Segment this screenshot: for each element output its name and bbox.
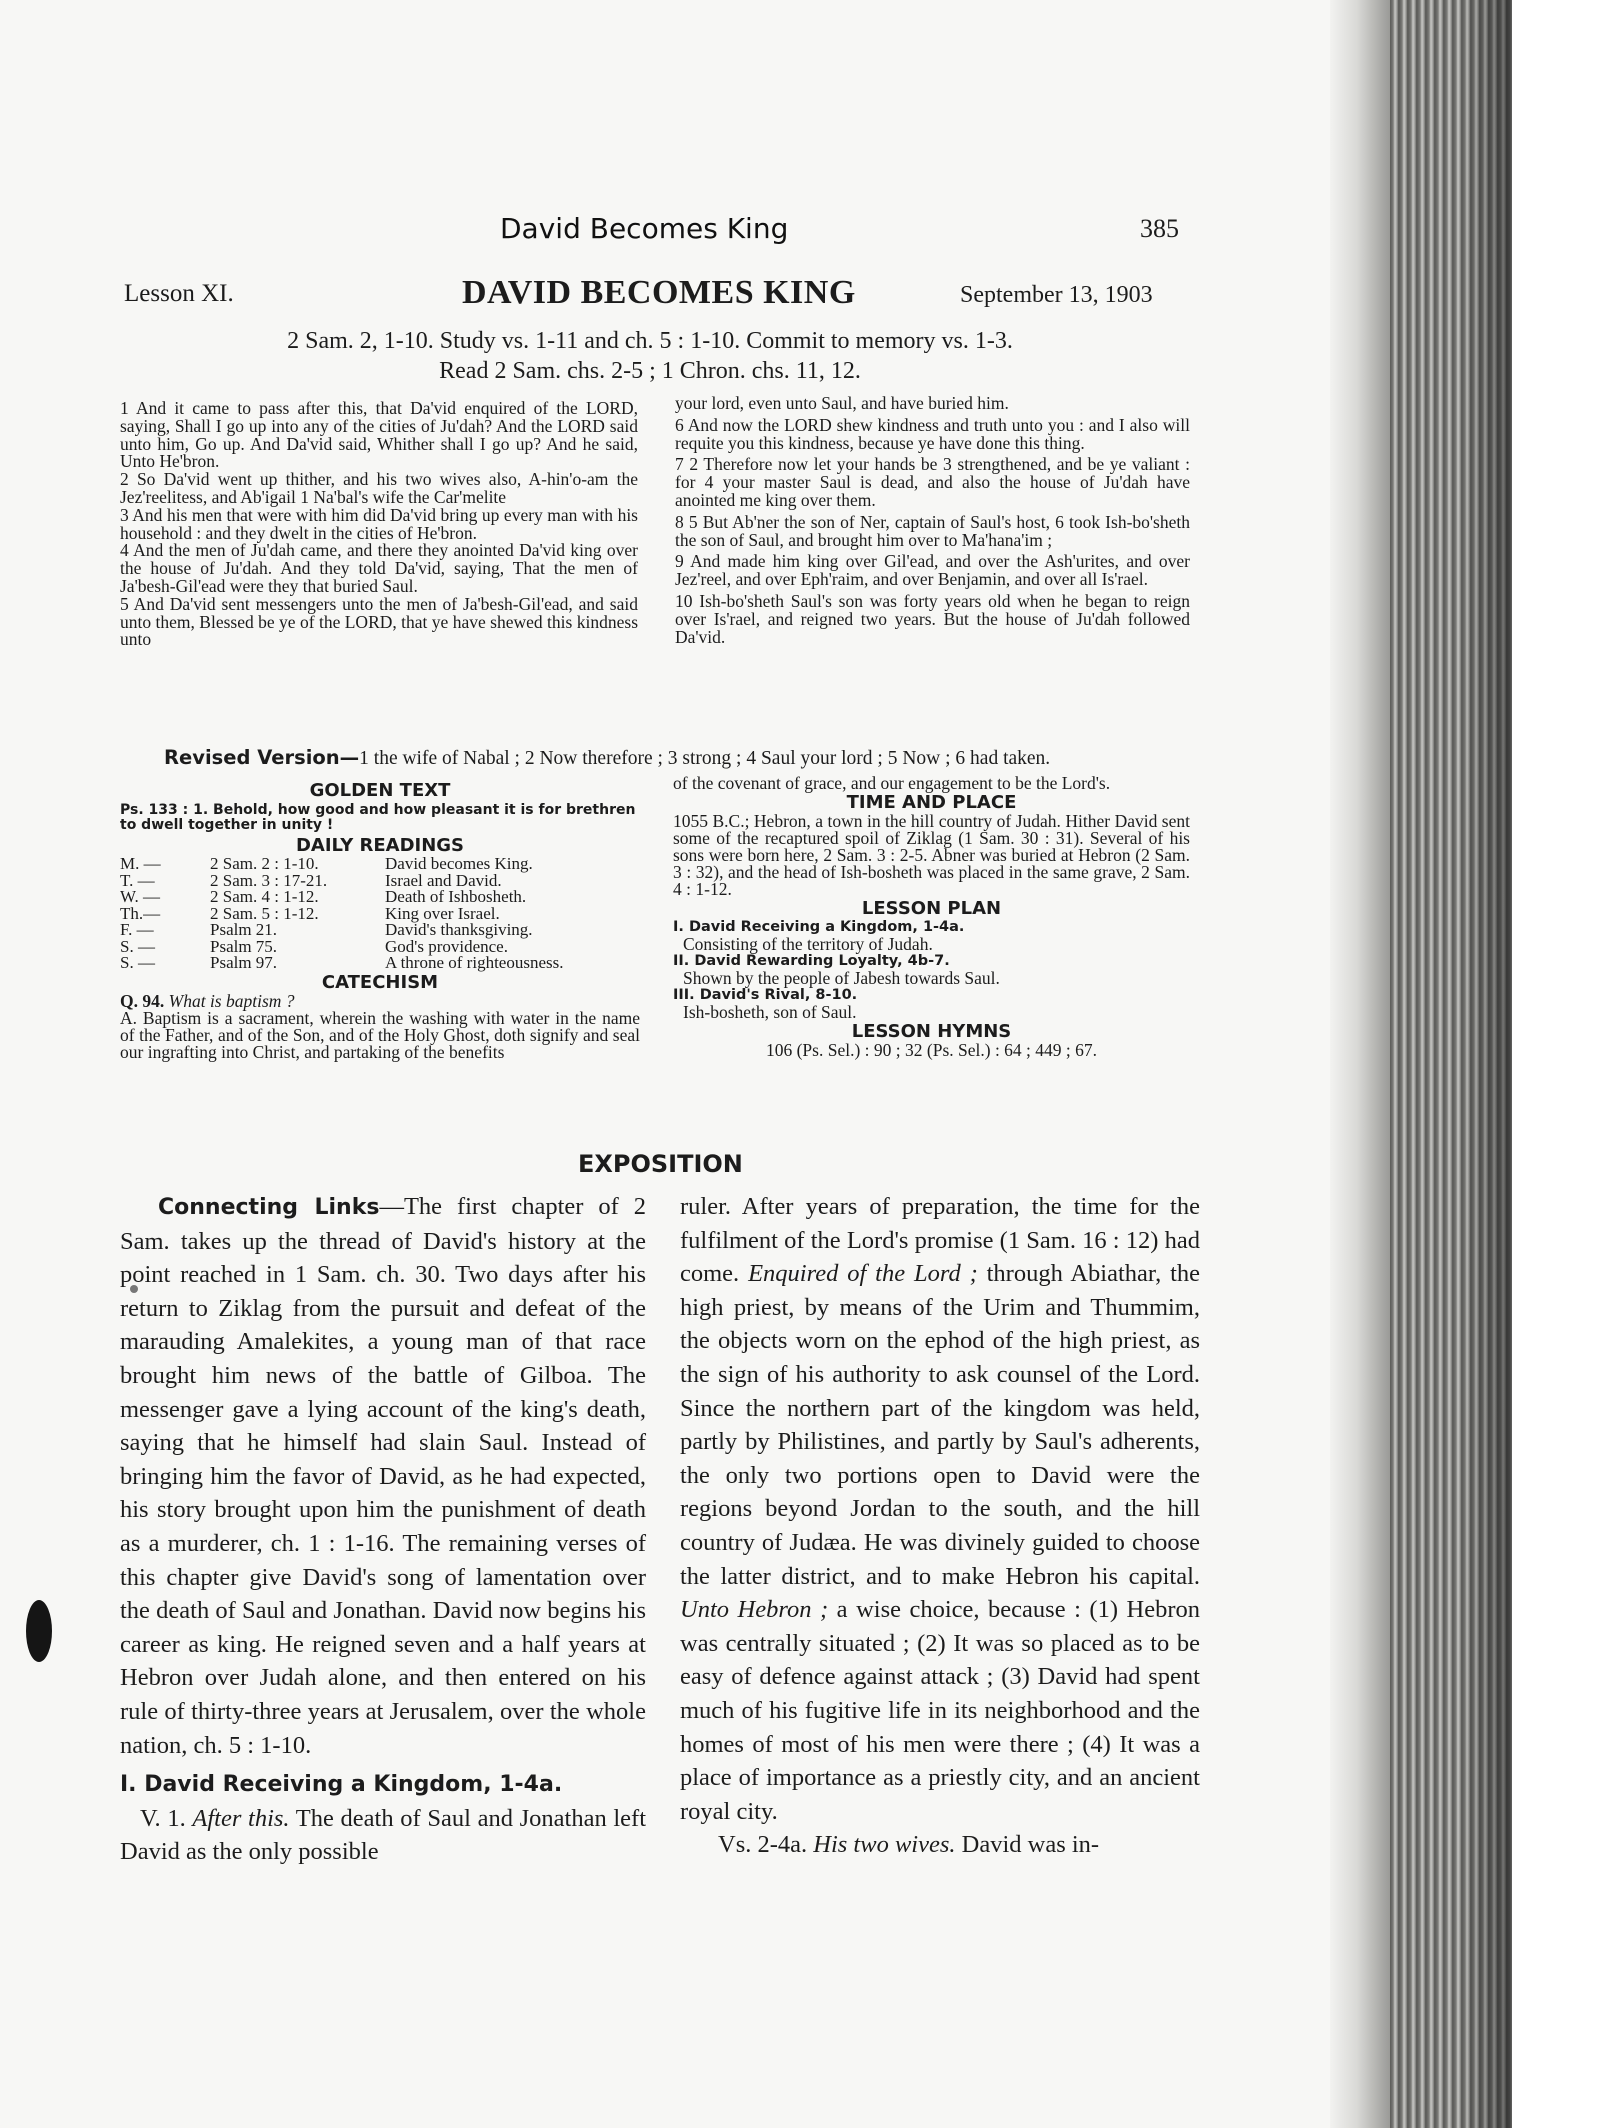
- reading-day: F. —: [120, 920, 154, 939]
- time-place-heading: TIME AND PLACE: [846, 792, 1017, 813]
- lesson-plan-heading: LESSON PLAN: [861, 898, 1002, 919]
- lesson-plan-item: II. David Rewarding Loyalty, 4b-7.: [673, 953, 950, 969]
- reading-ref: Psalm 75.: [210, 936, 278, 956]
- commentary-text: ruler. After years of preparation, the time for the fulfilment of the Lord's promise (1 Sam. 16 : 12) had come.: [680, 1193, 1200, 1288]
- scripture-verse: 6 And now the LORD shew kindness and truth unto you : and I also will requite you this kindness, because ye have done this thing.: [675, 414, 1190, 453]
- reading-ref: 2 Sam. 2 : 1-10.: [210, 854, 319, 873]
- exposition-right-column: [680, 1190, 1200, 1862]
- lesson-plan-item: I. David Receiving a Kingdom, 1-4a.: [673, 919, 965, 935]
- left-helps-column: [120, 780, 640, 1061]
- revised-version-note: [164, 746, 1050, 770]
- page-number: 385: [1140, 214, 1179, 243]
- revised-version-text: 1 the wife of Nabal ; 2 Now therefore ; 3 strong ; 4 Saul your lord ; 5 Now ; 6 had taken.: [359, 748, 1051, 769]
- scripture-verse: 3 And his men that were with him did Da'vid bring up every man with his household : and they dwelt in the cities of He'bron.: [120, 504, 638, 543]
- scripture-verse: 4 And the men of Ju'dah came, and there they anointed Da'vid king over the house of Ju'dah. And they told Da'vid, saying, That the men of Ja'besh-Gil'ead were they that buried Saul.: [120, 540, 638, 596]
- scripture-verse: 7 2 Therefore now let your hands be 3 strengthened, and be ye valiant : for 4 your master Saul is dead, and also the house of Ju'dah have anointed me king over them.: [675, 454, 1190, 510]
- exposition-left-column: [120, 1190, 646, 1869]
- time-place-text: 1055 B.C.; Hebron, a town in the hill country of Judah. Hither David sent some of the recaptured spoil of Ziklag (1 Sam. 30 : 31). Several of his sons were born here, 2 Sam. 3 : 2-5. Abner was buried at Hebron (2 Sam. 3 : 32), and the head of Ish-bosheth was placed in the same grave, 2 Sam. 4 : 1-12.: [673, 811, 1190, 899]
- golden-text: Ps. 133 : 1. Behold, how good and how pleasant it is for brethren to dwell together in unity !: [120, 802, 636, 833]
- punch-hole: [26, 1600, 52, 1662]
- verse-commentary: The death of Saul and Jonathan left David as the only possible: [120, 1804, 647, 1866]
- right-helps-column: [673, 775, 1190, 1059]
- lesson-plan-item: III. David's Rival, 8-10.: [673, 987, 858, 1003]
- verse-phrase: After this.: [192, 1804, 290, 1832]
- exposition-paragraph: [680, 1190, 1200, 1828]
- reading-day: S. —: [120, 953, 155, 972]
- reading-ref: Psalm 21.: [210, 920, 278, 939]
- reading-row: [120, 856, 640, 873]
- scripture-verse: 10 Ish-bo'sheth Saul's son was forty years old when he began to reign over Is'rael, and reigned two years. But the house of Ju'dah followed Da'vid.: [675, 590, 1190, 647]
- lesson-title: DAVID BECOMES KING: [462, 274, 856, 311]
- reading-title: King over Israel.: [385, 903, 500, 923]
- catechism-answer-continued: of the covenant of grace, and our engagement to be the Lord's.: [673, 773, 1111, 793]
- scan-margin: [1512, 0, 1608, 2128]
- reading-ref: 2 Sam. 4 : 1-12.: [210, 887, 319, 906]
- reading-day: Th.—: [120, 903, 161, 923]
- lesson-plan-subitem: Consisting of the territory of Judah.: [683, 934, 933, 954]
- reading-reference: Read 2 Sam. chs. 2-5 ; 1 Chron. chs. 11, 12.: [439, 358, 861, 384]
- scripture-reference: 2 Sam. 2, 1-10. Study vs. 1-11 and ch. 5 : 1-10. Commit to memory vs. 1-3.: [287, 328, 1013, 354]
- lesson-label: Lesson XI.: [124, 280, 234, 307]
- scripture-verse: 1 And it came to pass after this, that Da'vid enquired of the LORD, saying, Shall I go up into any of the cities of Ju'dah? And the LORD said unto him, Go up. And Da'vid said, Whither shall I go up? And he said, Unto He'bron.: [120, 398, 638, 472]
- connecting-links-lead: Connecting Links: [158, 1195, 380, 1220]
- verse-reference: V. 1.: [140, 1804, 186, 1832]
- reading-row: [120, 906, 640, 923]
- reading-row: [120, 889, 640, 906]
- reading-day: T. —: [120, 870, 155, 890]
- catechism-question-number: Q. 94.: [120, 990, 165, 1011]
- catechism-question: [120, 990, 640, 1011]
- reading-row: [120, 873, 640, 890]
- running-title: David Becomes King: [500, 212, 789, 245]
- reading-row: [120, 922, 640, 939]
- reading-day: S. —: [120, 936, 155, 956]
- commentary-text: a wise choice, because : (1) Hebron was centrally situated ; (2) It was so placed as to be easy of defence against attack ; (3) David had spent much of his fugitive life in its neighborhood and the homes of most of his men were there ; (4) It was a place of importance as a priestly city, and an ancient royal city.: [680, 1596, 1200, 1825]
- verse-commentary: David was in-: [961, 1831, 1100, 1859]
- scripture-verse: 9 And made him king over Gil'ead, and over the Ash'urites, and over Jez'reel, and over Eph'raim, and over Benjamin, and over all Is'rael.: [675, 551, 1190, 590]
- daily-readings-table: [120, 856, 640, 972]
- commentary-phrase: Unto Hebron ;: [680, 1596, 829, 1624]
- lesson-plan-subitem: Shown by the people of Jabesh towards Saul.: [683, 968, 1000, 988]
- scripture-verse: 2 So Da'vid went up thither, and his two wives also, A-hin'o-am the Jez'reelitess, and Ab'igail 1 Na'bal's wife the Car'melite: [120, 469, 638, 507]
- golden-text-heading: GOLDEN TEXT: [309, 780, 451, 801]
- exposition-heading: EXPOSITION: [578, 1150, 743, 1178]
- reading-row: [120, 955, 640, 972]
- lesson-date: September 13, 1903: [960, 282, 1153, 308]
- revised-version-label: Revised Version—: [164, 746, 360, 769]
- commentary-phrase: Enquired of the Lord ;: [748, 1260, 978, 1288]
- scripture-verse: 8 5 But Ab'ner the son of Ner, captain of Saul's host, 6 took Ish-bo'sheth the son of Saul, and brought him over to Ma'hana'im ;: [675, 511, 1190, 550]
- commentary-text: through Abiathar, the high priest, by means of the Urim and Thummim, the objects worn on the ephod of the high priest, as the sign of his authority to ask counsel of the Lord. Since the northern part of the kingdom was held, partly by Philistines, and partly by Saul's adherents, the only two portions open to David were the regions beyond Jordan to the south, and the hill country of Judæa. He was divinely guided to choose the latter district, and to make Hebron his capital.: [680, 1260, 1201, 1590]
- section-heading: I. David Receiving a Kingdom, 1-4a.: [120, 1772, 563, 1798]
- reading-title: Death of Ishbosheth.: [385, 887, 527, 906]
- scripture-verse: 5 And Da'vid sent messengers unto the men of Ja'besh-Gil'ead, and said unto them, Blessed be ye of the LORD, that ye have shewed this kindness unto: [120, 593, 638, 650]
- lesson-hymns-heading: LESSON HYMNS: [851, 1021, 1012, 1042]
- scripture-verse: your lord, even unto Saul, and have buried him.: [675, 393, 1009, 413]
- reading-ref: 2 Sam. 5 : 1-12.: [210, 903, 319, 923]
- exposition-paragraph: [120, 1190, 646, 1762]
- reading-ref: Psalm 97.: [210, 953, 278, 972]
- verse-phrase: His two wives.: [813, 1831, 956, 1859]
- reading-title: A throne of righteousness.: [385, 953, 564, 972]
- lesson-hymns-text: 106 (Ps. Sel.) : 90 ; 32 (Ps. Sel.) : 64 ; 449 ; 67.: [765, 1040, 1098, 1060]
- reading-title: David's thanksgiving.: [385, 920, 533, 939]
- catechism-question-text: What is baptism ?: [168, 990, 295, 1011]
- scripture-right-column: [675, 395, 1190, 650]
- exposition-paragraph: [680, 1828, 1200, 1862]
- verse-reference: Vs. 2-4a.: [718, 1831, 808, 1859]
- reading-ref: 2 Sam. 3 : 17-21.: [210, 870, 328, 890]
- page-edges-shadow: [1460, 0, 1512, 2128]
- reading-day: M. —: [120, 854, 161, 873]
- catechism-answer: A. Baptism is a sacrament, wherein the washing with water in the name of the Father, and of the Son, and of the Holy Ghost, doth signify and seal our ingrafting into Christ, and partaking of the benefits: [120, 1007, 640, 1062]
- daily-readings-heading: DAILY READINGS: [295, 835, 465, 856]
- page-gutter: [1330, 0, 1390, 2128]
- scripture-left-column: [120, 400, 638, 649]
- connecting-links-text: —The first chapter of 2 Sam. takes up the thread of David's history at the point reached in 1 Sam. ch. 30. Two days after his return to Ziklag from the pursuit and defeat of the marauding Amalekites, a young man of that race brought him news of the battle of Gilboa. The messenger gave a lying account of the king's death, saying that he himself had slain Saul. Instead of bringing him the favor of David, as he had expected, his story brought upon him the punishment of death as a murderer, ch. 1 : 1-16. The remaining verses of this chapter give David's song of lamentation over the death of Saul and Jonathan. David now begins his career as king. He reigned seven and a half years at Hebron over Judah alone, and then entered on his rule of thirty-three years at Jerusalem, over the whole nation, ch. 5 : 1-10.: [120, 1193, 646, 1759]
- reading-title: God's providence.: [385, 936, 508, 956]
- reading-day: W. —: [120, 887, 160, 906]
- reading-title: David becomes King.: [385, 854, 533, 873]
- reading-title: Israel and David.: [385, 870, 502, 890]
- exposition-paragraph: [120, 1802, 646, 1869]
- catechism-heading: CATECHISM: [321, 971, 439, 993]
- lesson-plan-subitem: Ish-bosheth, son of Saul.: [683, 1002, 857, 1022]
